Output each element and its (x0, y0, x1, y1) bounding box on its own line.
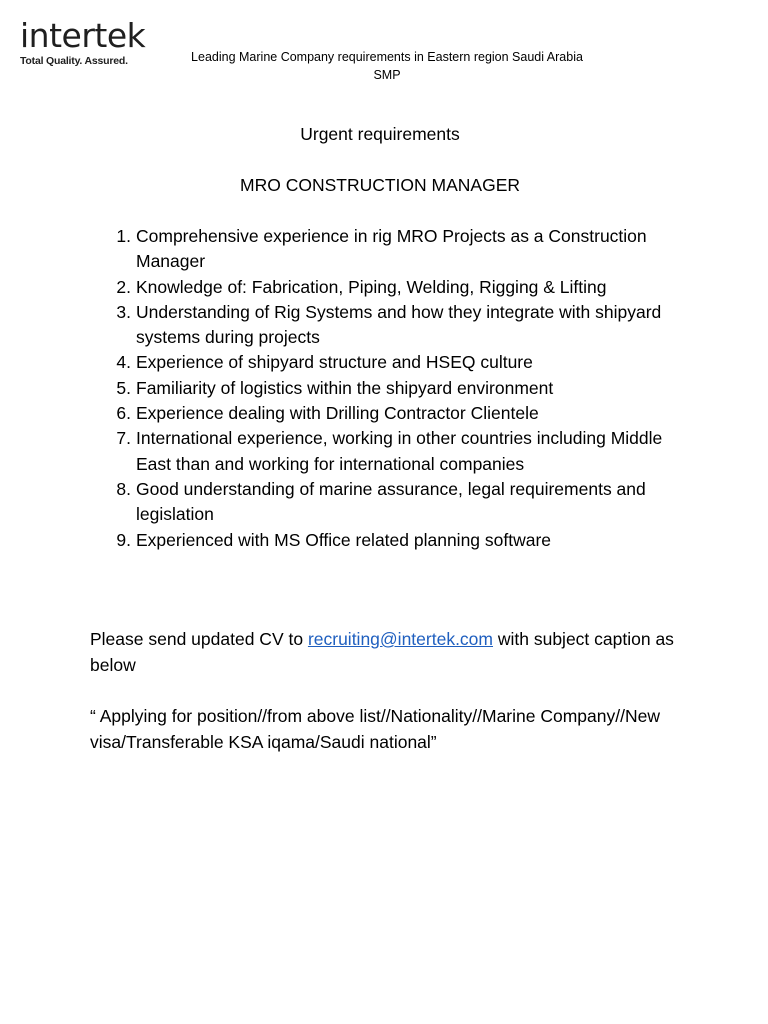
requirement-number: 5. (116, 377, 131, 398)
requirement-item (105, 376, 685, 401)
requirement-text: Knowledge of: Fabrication, Piping, Welding, Rigging & Lifting (136, 276, 607, 297)
requirement-item (105, 350, 685, 375)
requirement-number: 1. (116, 226, 131, 246)
header-line-2: SMP (373, 68, 401, 82)
header-text (172, 48, 602, 84)
logo-tagline: Total Quality. Assured. (20, 55, 128, 67)
requirement-number: 4. (116, 352, 131, 373)
intertek-logo (20, 18, 166, 67)
requirement-text: Understanding of Rig Systems and how they integrate with shipyard systems during projects (136, 301, 662, 348)
requirement-number: 7. (116, 428, 131, 449)
requirement-item (105, 275, 685, 300)
requirement-item (105, 401, 685, 426)
urgent-heading: Urgent requirements (300, 124, 460, 144)
header-line-1: Leading Marine Company requirements in Eastern region Saudi Arabia (191, 50, 583, 64)
requirement-item (105, 224, 685, 275)
requirement-text: Experienced with MS Office related planning software (136, 529, 552, 550)
requirement-number: 8. (116, 478, 131, 499)
requirement-item (105, 528, 685, 553)
requirement-text: Good understanding of marine assurance, legal requirements and legislation (136, 478, 646, 525)
cv-suffix: with subject caption as below (90, 629, 674, 675)
cv-prefix: Please send updated CV to (90, 629, 308, 649)
requirement-text: Experience dealing with Drilling Contractor Clientele (136, 403, 539, 424)
requirement-item (105, 300, 685, 351)
requirement-item (105, 426, 685, 477)
requirement-item (105, 477, 685, 528)
logo-wordmark: intertek (20, 16, 146, 55)
cv-instructions (90, 626, 690, 678)
requirement-text: Experience of shipyard structure and HSEQ culture (136, 352, 533, 373)
requirement-text: Comprehensive experience in rig MRO Projects as a Construction Manager (136, 226, 647, 272)
recruiting-email-link[interactable]: recruiting@intertek.com (307, 629, 493, 649)
requirement-number: 2. (116, 276, 131, 297)
requirement-number: 3. (116, 301, 131, 322)
requirement-text: International experience, working in other countries including Middle East than and working for international companies (136, 428, 663, 474)
requirement-text: Familiarity of logistics within the shipyard environment (136, 377, 554, 398)
requirements-list (105, 224, 685, 553)
subject-format: “ Applying for position//from above list//Nationality//Marine Company//New visa/Transferable KSA iqama/Saudi national” (90, 706, 660, 752)
requirement-number: 6. (116, 403, 131, 424)
requirement-number: 9. (116, 529, 131, 550)
position-title: MRO CONSTRUCTION MANAGER (240, 175, 520, 195)
